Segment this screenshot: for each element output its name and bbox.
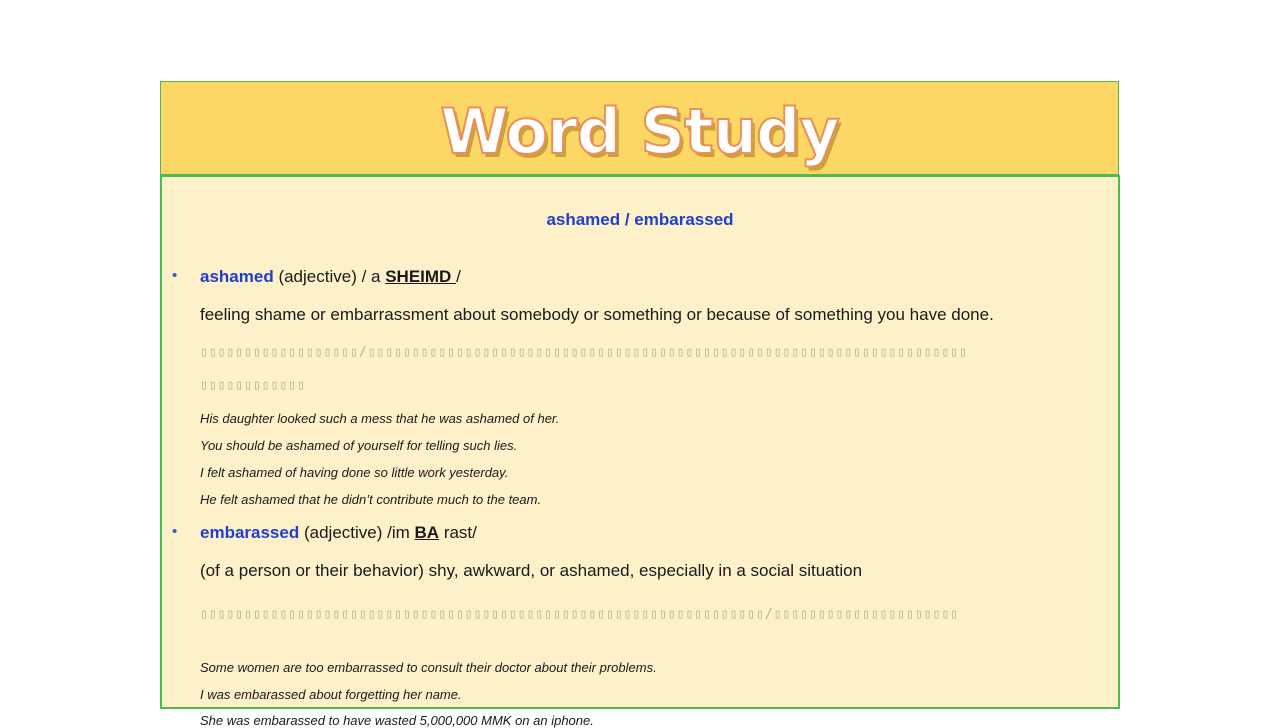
entry-pos: (adjective) /im — [303, 523, 410, 542]
entry-translation: ▯▯▯▯▯▯▯▯▯▯▯▯ — [200, 378, 306, 393]
bullet-icon: • — [172, 267, 178, 284]
title-band — [160, 81, 1119, 175]
example-sentence: Some women are too embarrassed to consult their doctor about their problems. — [200, 660, 657, 675]
entry-definition: (of a person or their behavior) shy, awkward, or ashamed, especially in a social situation — [200, 561, 863, 580]
entry-translation: ▯▯▯▯▯▯▯▯▯▯▯▯▯▯▯▯▯▯▯▯▯▯▯▯▯▯▯▯▯▯▯▯▯▯▯▯▯▯▯▯▯▯▯▯▯▯▯▯▯▯▯▯▯▯▯▯▯▯▯▯▯▯▯▯/▯▯▯▯▯▯▯▯▯▯▯▯▯▯▯▯▯▯▯▯▯ — [200, 607, 960, 622]
entry-translation: ▯▯▯▯▯▯▯▯▯▯▯▯▯▯▯▯▯▯/▯▯▯▯▯▯▯▯▯▯▯▯▯▯▯▯▯▯▯▯▯▯▯▯▯▯▯▯▯▯▯▯▯▯▯▯▯▯▯▯▯▯▯▯▯▯▯▯▯▯▯▯▯▯▯▯▯▯▯▯▯▯▯▯▯▯▯▯ — [200, 345, 968, 360]
example-sentence: You should be ashamed of yourself for telling such lies. — [200, 438, 518, 453]
entry-word: embarassed — [200, 523, 300, 542]
entry-headline — [200, 523, 477, 543]
example-sentence: He felt ashamed that he didn’t contribute much to the team. — [200, 492, 542, 507]
example-sentence: She was embarassed to have wasted 5,000,000 MMK on an iphone. — [200, 713, 594, 728]
pronunciation-end: / — [456, 267, 461, 286]
bullet-icon: • — [172, 523, 178, 540]
entry-definition: feeling shame or embarrassment about somebody or something or because of something you have done. — [200, 305, 994, 324]
pronunciation-stress: BA — [414, 523, 440, 542]
example-sentence: His daughter looked such a mess that he was ashamed of her. — [200, 411, 560, 426]
entry-word: ashamed — [200, 267, 274, 286]
entry-headline — [200, 267, 461, 287]
word-pair-heading: ashamed / embarassed — [546, 210, 734, 229]
entry-pos: (adjective) / a — [278, 267, 381, 286]
slide-title: Word Study — [440, 95, 839, 168]
example-sentence: I felt ashamed of having done so little work yesterday. — [200, 465, 509, 480]
pronunciation-stress: SHEIMD — [385, 267, 457, 286]
content-panel — [160, 175, 1120, 728]
example-sentence: I was embarassed about forgetting her name. — [200, 687, 462, 702]
pronunciation-end: rast/ — [443, 523, 477, 542]
